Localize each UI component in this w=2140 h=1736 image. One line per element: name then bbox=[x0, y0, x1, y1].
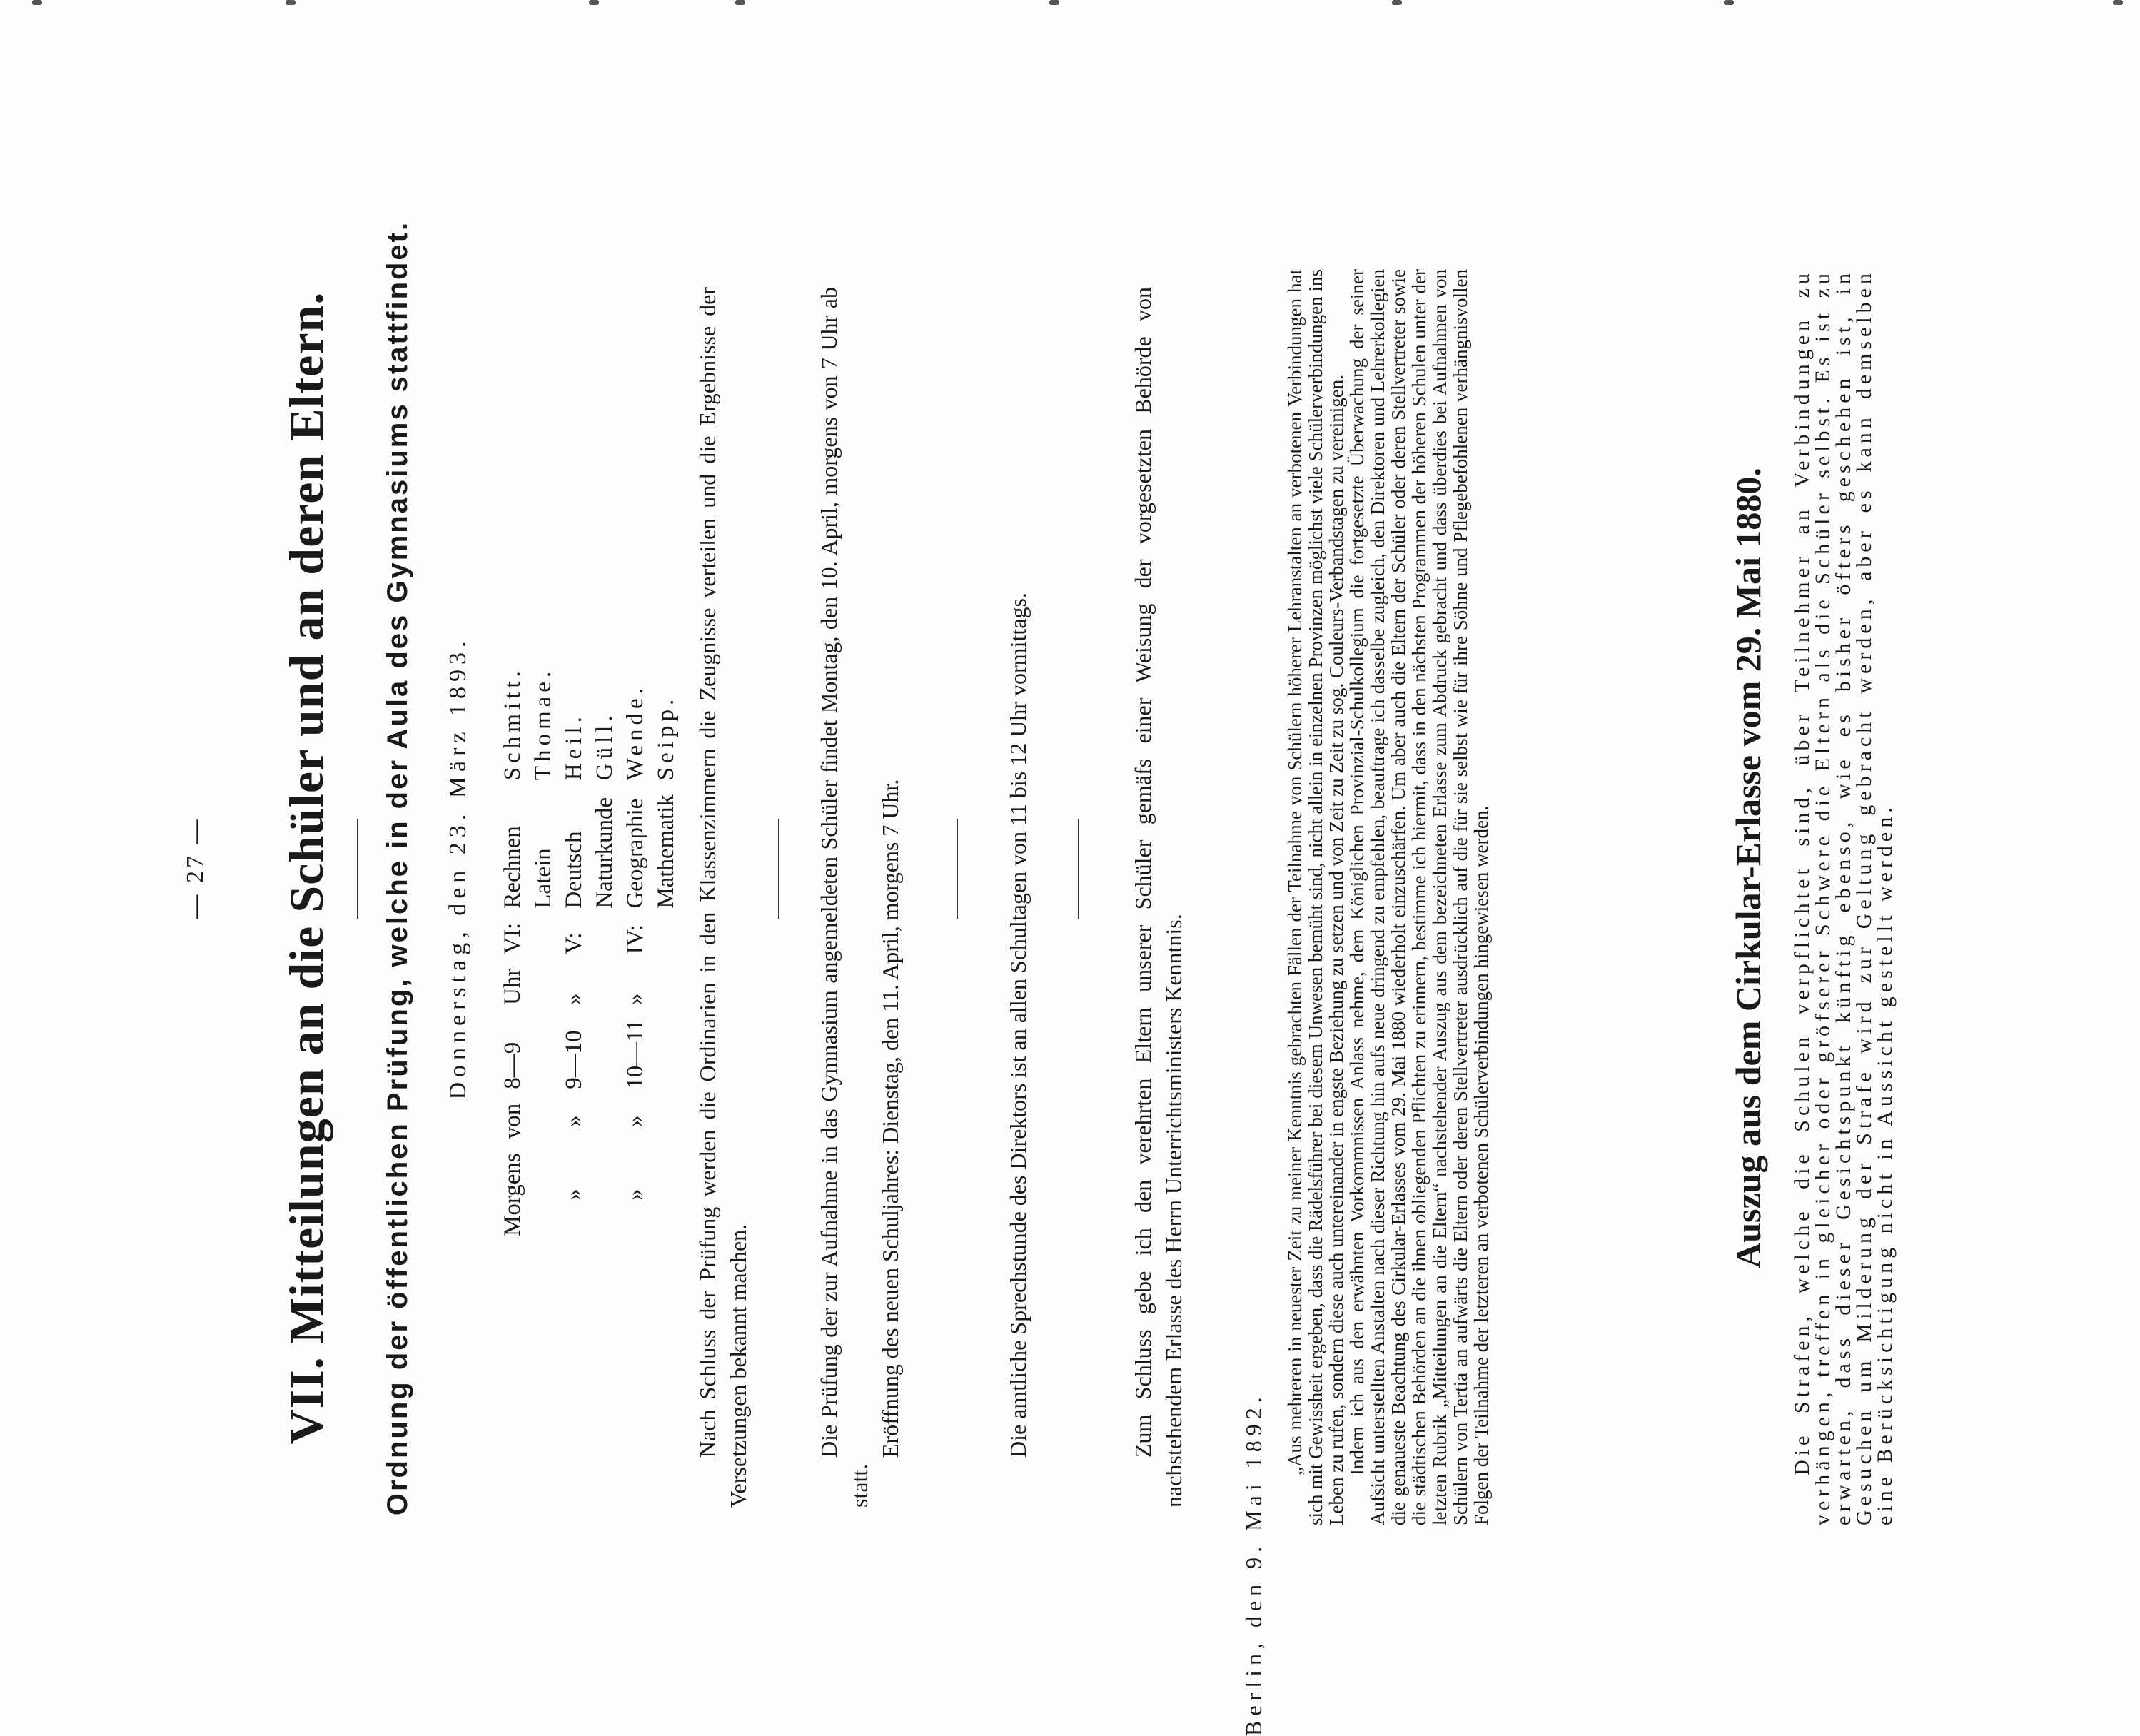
schedule-subject: Rechnen bbox=[500, 826, 525, 909]
binding-mark bbox=[1049, 0, 1059, 5]
exam-after-note: Nach Schluss der Prüfung werden die Ordinarien in den Klassenzimmern die Zeugnisse verteilen und die Ergebnisse der Versetzungen bekannt machen. bbox=[695, 287, 751, 1508]
schedule-class-label: VI: bbox=[500, 922, 525, 954]
schedule-time-unit: Uhr bbox=[500, 968, 525, 1005]
schedule-time-prefix: Morgens bbox=[500, 1153, 525, 1236]
schedule-time-prefix: » bbox=[561, 1189, 587, 1201]
schedule-row bbox=[500, 660, 530, 1243]
section-heading: VII. Mitteilungen an die Schüler und an deren Eltern. bbox=[279, 291, 333, 1445]
binding-mark bbox=[735, 0, 745, 5]
schedule-class-label: IV: bbox=[622, 924, 648, 954]
excerpt-text: Die Strafen, welche die Schulen verpflichtet sind, über Teilnehmer an Verbindungen zu verhängen, treffen in gleicher oder gröfserer Schwere die Eltern als die Schüler selbst. Es ist zu erwarten, dass dieser Gesichtspunkt künftig ebenso, wie es bisher öfters geschehen ist, in Gesuchen um Milderung der Strafe wird zur Geltung gebracht werden, aber es kann demselben eine Berücksichtigung nicht in Aussicht gestellt werden. bbox=[1790, 269, 1897, 1525]
schedule-time-unit: » bbox=[561, 993, 587, 1005]
office-hours-text: Die amtliche Sprechstunde des Direktors ist an allen Schultagen von 11 bis 12 Uhr vormittags. bbox=[1005, 592, 1031, 1458]
schedule-subject: Naturkunde bbox=[592, 797, 617, 909]
divider bbox=[957, 819, 958, 919]
schedule-time-unit bbox=[530, 962, 561, 1012]
schedule-time-prefix bbox=[592, 1146, 622, 1243]
school-year-opening: Eröffnung des neuen Schuljahres: Dienstag, den 11. April, morgens 7 Uhr. bbox=[877, 779, 903, 1458]
schedule-time-range bbox=[592, 1012, 622, 1096]
closing-text: Zum Schluss gebe ich den verehrten Eltern unserer Schüler gemäfs einer Weisung der vorgesetzten Behörde von nachstehendem Erlasse des Herrn Unterrichtsministers Kenntnis. bbox=[1130, 287, 1186, 1508]
page-number: — 27 — bbox=[182, 817, 208, 919]
binding-mark bbox=[2113, 0, 2123, 5]
exam-date: Donnerstag, den 23. März 1893. bbox=[445, 636, 471, 1100]
decree-date: Berlin, den 9. Mai 1892. bbox=[1241, 1392, 1266, 1736]
schedule-time-unit bbox=[653, 962, 684, 1012]
exam-heading: Ordnung der öffentlichen Prüfung, welche in der Aula des Gymnasiums stattfindet. bbox=[382, 220, 413, 1516]
binding-mark bbox=[589, 0, 599, 5]
binding-mark bbox=[1392, 0, 1402, 5]
schedule-time-range: 10—11 bbox=[622, 1019, 648, 1089]
exam-schedule-table bbox=[500, 660, 684, 1243]
schedule-subject: Deutsch bbox=[561, 831, 587, 909]
schedule-teacher: Güll. bbox=[592, 711, 617, 781]
schedule-class-label: V: bbox=[561, 932, 587, 954]
schedule-time-von bbox=[653, 1096, 684, 1146]
schedule-row bbox=[592, 660, 622, 1243]
decree-paragraph-1: „Aus mehreren in neuester Zeit zu meiner Kenntnis gebrachten Fällen der Teilnahme von Schülern höherer Lehranstalten an verbotenen Verbindungen hat sich mit Gewissheit ergeben, dass die Rädelsführer bei diesem Unwesen bemüht sind, nicht allein in einzelnen Provinzen möglichst viele Schülerverbindungen ins Leben zu rufen, sondern diese auch untereinander in engste Beziehung zu setzen und von Zeit zu Zeit zu sog. Couleurs-Verbandstagen zu vereinigen. bbox=[1284, 269, 1347, 1525]
schedule-class-label bbox=[653, 916, 684, 962]
schedule-time-von: von bbox=[500, 1103, 525, 1139]
schedule-teacher: Schmitt. bbox=[500, 667, 525, 781]
divider bbox=[1078, 819, 1079, 919]
schedule-time-von: » bbox=[561, 1115, 587, 1127]
schedule-time-range bbox=[530, 1012, 561, 1096]
schedule-class-label bbox=[592, 916, 622, 962]
schedule-time-von bbox=[530, 1096, 561, 1146]
schedule-time-unit: » bbox=[622, 993, 648, 1005]
schedule-subject: Geographie bbox=[622, 798, 648, 909]
schedule-time-range: 9—10 bbox=[561, 1030, 587, 1089]
schedule-time-prefix bbox=[530, 1146, 561, 1243]
schedule-row bbox=[622, 660, 653, 1243]
schedule-time-von bbox=[592, 1096, 622, 1146]
schedule-time-range bbox=[653, 1012, 684, 1096]
schedule-time-prefix: » bbox=[622, 1189, 648, 1201]
schedule-time-prefix bbox=[653, 1146, 684, 1243]
schedule-teacher: Wende. bbox=[622, 684, 648, 781]
binding-mark bbox=[286, 0, 296, 5]
schedule-teacher: Heil. bbox=[561, 712, 587, 781]
admission-text: Die Prüfung der zur Aufnahme in das Gymnasium angemeldeten Schüler findet Montag, den 10. April, morgens von 7 Uhr ab statt. bbox=[816, 287, 872, 1508]
schedule-row bbox=[653, 660, 684, 1243]
schedule-time-von: » bbox=[622, 1115, 648, 1127]
schedule-row bbox=[561, 660, 592, 1243]
divider bbox=[778, 819, 779, 919]
schedule-class-label bbox=[530, 916, 561, 962]
binding-mark bbox=[1724, 0, 1734, 5]
schedule-row bbox=[530, 660, 561, 1243]
admission-section bbox=[814, 287, 906, 1508]
schedule-time-unit bbox=[592, 962, 622, 1012]
schedule-subject: Latein bbox=[530, 848, 556, 909]
decree-paragraph-2: Indem ich aus den erwähnten Vorkommnissen Anlass nehme, dem Königlichen Provinzial-Schulkollegium die fortgesetzte Überwachung der seiner Aufsicht unterstellten Anstalten nach dieser Richtung hin aufs neue dringend zu empfehlen, beauftrage ich dasselbe zugleich, den Direktoren und Lehrerkollegien die genaueste Beachtung des Cirkular-Erlasses vom 29. Mai 1880 wiederholt einzuschärfen. Um aber auch die Eltern der Schüler oder deren Stellvertreter sowie die städtischen Behörden an die ihnen obliegenden Pflichten zu erinnern, bestimme ich hiermit, dass in den nächsten Programmen der höheren Schulen unter der letzten Rubrik „Mitteilungen an die Eltern“ nachstehender Auszug aus dem bezeichneten Erlasse zum Abdruck gebracht und dass überdies bei Aufnahmen von Schülern von Tertia an aufwärts die Eltern oder deren Stellvertreter ausdrücklich auf die für sie selbst wie für ihre Söhne und Pflegebefohlenen verhängnisvollen Folgen der Teilnahme der letzteren an verbotenen Schülerverbindungen hingewiesen werden. bbox=[1346, 269, 1492, 1525]
divider bbox=[357, 819, 358, 919]
schedule-teacher: Thomae. bbox=[530, 667, 556, 781]
decree-body bbox=[1285, 269, 1492, 1525]
excerpt-heading: Auszug aus dem Cirkular-Erlasse vom 29. Mai 1880. bbox=[1728, 468, 1768, 1268]
schedule-teacher: Seipp. bbox=[653, 695, 679, 781]
schedule-time-range: 8—9 bbox=[500, 1041, 525, 1089]
binding-mark bbox=[32, 0, 42, 5]
schedule-subject: Mathematik bbox=[653, 794, 679, 909]
